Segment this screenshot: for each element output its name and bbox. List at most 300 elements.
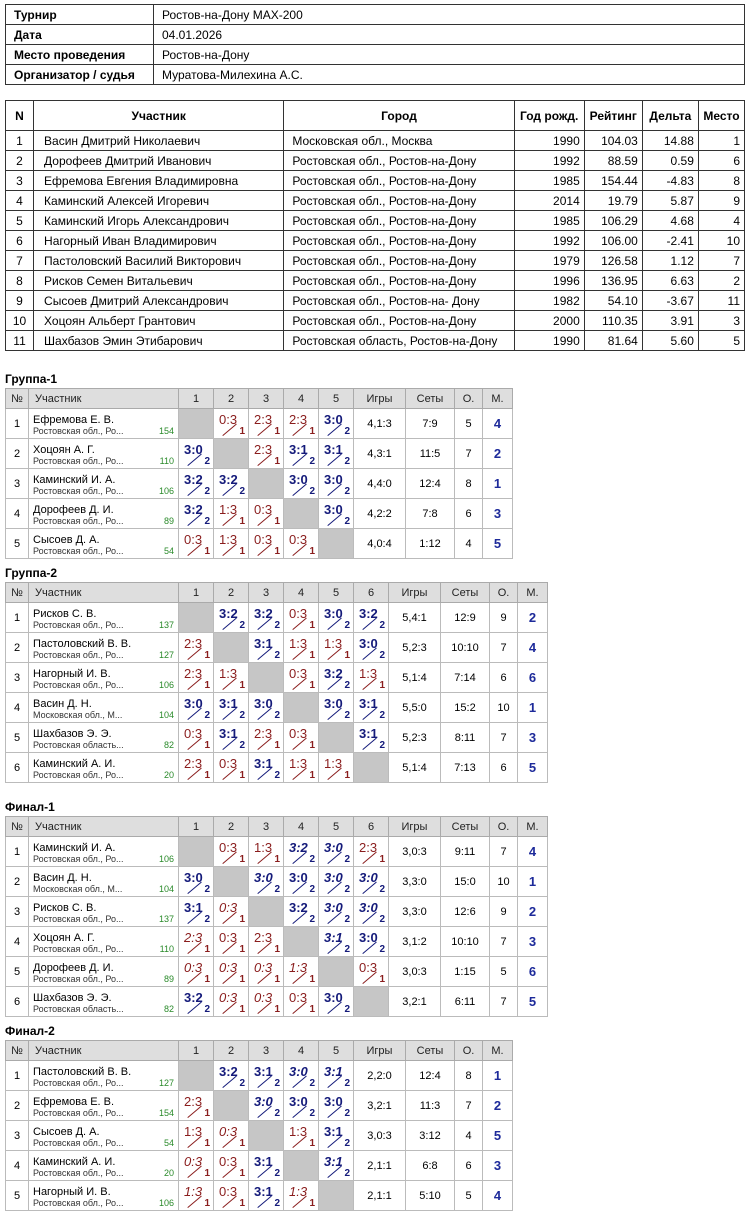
- participant-city: Ростовская обл., Ростов-на-Дону: [284, 151, 514, 171]
- participant-city: Ростовская обл., Ростов-на-Дону: [284, 311, 514, 331]
- match-points: 2: [204, 486, 210, 497]
- match-result-cell: [179, 1181, 214, 1211]
- participant-name: Васин Дмитрий Николаевич: [34, 131, 284, 151]
- match-points: 2: [309, 914, 315, 925]
- match-result-cell: [249, 603, 284, 633]
- header-opponent-1: 1: [179, 583, 214, 603]
- match-score: 3:0: [254, 1094, 273, 1109]
- group-table: [5, 388, 513, 559]
- player-points: 7: [490, 633, 518, 663]
- match-result-cell: [214, 1061, 249, 1091]
- participant-place: 10: [698, 231, 744, 251]
- info-label: Место проведения: [6, 45, 154, 65]
- match-points: 2: [344, 516, 350, 527]
- player-row: [6, 1091, 513, 1121]
- match-points: 2: [344, 1004, 350, 1015]
- participant-place: 8: [698, 171, 744, 191]
- match-points: 1: [309, 680, 315, 691]
- player-sets: 11:5: [406, 439, 455, 469]
- match-score: 0:3: [219, 900, 238, 915]
- participant-number: 1: [6, 131, 34, 151]
- player-number: 5: [6, 957, 29, 987]
- match-points: 2: [379, 620, 385, 631]
- participant-place: 1: [698, 131, 744, 151]
- match-result-cell: [319, 1151, 354, 1181]
- player-games: 3,1:2: [389, 927, 441, 957]
- match-points: 1: [239, 426, 245, 437]
- match-points: 2: [274, 884, 280, 895]
- player-points: 6: [455, 499, 483, 529]
- player-sets: 12:4: [406, 469, 455, 499]
- match-result-cell: [284, 987, 319, 1017]
- match-score: 0:3: [289, 726, 308, 741]
- match-points: 1: [274, 740, 280, 751]
- self-match-cell: [319, 723, 354, 753]
- match-score: 1:3: [184, 1124, 203, 1139]
- player-name: Шахбазов Э. Э.: [33, 991, 112, 1004]
- player-points: 10: [490, 867, 518, 897]
- match-result-cell: [284, 753, 319, 783]
- match-score: 3:0: [359, 930, 378, 945]
- player-points: 6: [455, 1151, 483, 1181]
- table-row: [6, 331, 745, 351]
- header-opponent-4: 4: [284, 389, 319, 409]
- match-points: 1: [274, 854, 280, 865]
- player-place: 4: [518, 837, 548, 867]
- player-sets: 1:12: [406, 529, 455, 559]
- match-points: 1: [309, 1004, 315, 1015]
- match-points: 2: [344, 486, 350, 497]
- info-value: Муратова-Милехина А.С.: [154, 65, 745, 85]
- participant-city: Ростовская обл., Ростов-на-Дону: [284, 171, 514, 191]
- player-points: 9: [490, 603, 518, 633]
- match-points: 1: [239, 680, 245, 691]
- info-row: [6, 45, 745, 65]
- player-cell: [29, 1151, 179, 1181]
- player-sets: 7:14: [441, 663, 490, 693]
- match-score: 3:2: [184, 502, 203, 517]
- player-rating: 154: [158, 426, 174, 436]
- self-match-cell: [319, 529, 354, 559]
- participant-delta: 6.63: [642, 271, 698, 291]
- player-rating: 110: [159, 944, 174, 954]
- match-result-cell: [249, 837, 284, 867]
- column-header: Участник: [34, 101, 284, 131]
- player-rating: 54: [163, 1138, 174, 1148]
- header-opponent-5: 5: [319, 817, 354, 837]
- match-points: 2: [204, 914, 210, 925]
- participant-delta: 4.68: [642, 211, 698, 231]
- player-points: 9: [490, 897, 518, 927]
- player-place: 6: [518, 957, 548, 987]
- match-result-cell: [179, 663, 214, 693]
- header-place: М.: [518, 583, 548, 603]
- match-result-cell: [214, 837, 249, 867]
- match-result-cell: [319, 499, 354, 529]
- match-result-cell: [319, 837, 354, 867]
- group-section: [5, 1022, 513, 1211]
- match-score: 3:2: [219, 606, 238, 621]
- group-table: [5, 582, 548, 783]
- participant-delta: 1.12: [642, 251, 698, 271]
- match-result-cell: [354, 603, 389, 633]
- player-name: Каминский И. А.: [33, 841, 116, 854]
- match-points: 2: [239, 710, 245, 721]
- player-games: 3,0:3: [389, 957, 441, 987]
- match-score: 3:1: [254, 636, 273, 651]
- participant-number: 7: [6, 251, 34, 271]
- match-points: 1: [379, 854, 385, 865]
- match-score: 2:3: [289, 412, 308, 427]
- match-score: 1:3: [289, 1124, 308, 1139]
- match-result-cell: [249, 1181, 284, 1211]
- participant-place: 5: [698, 331, 744, 351]
- player-city: Ростовская обл., Ро...: [33, 1077, 124, 1088]
- match-result-cell: [284, 633, 319, 663]
- player-points: 7: [490, 837, 518, 867]
- player-city: Ростовская обл., Ро...: [33, 425, 124, 436]
- match-score: 0:3: [184, 532, 203, 547]
- player-row: [6, 603, 548, 633]
- match-points: 1: [239, 1138, 245, 1149]
- match-result-cell: [214, 529, 249, 559]
- player-games: 4,2:2: [354, 499, 406, 529]
- player-number: 5: [6, 529, 29, 559]
- player-number: 6: [6, 987, 29, 1017]
- match-points: 2: [309, 1108, 315, 1119]
- match-points: 2: [344, 620, 350, 631]
- participant-name: Нагорный Иван Владимирович: [34, 231, 284, 251]
- player-sets: 15:2: [441, 693, 490, 723]
- header-number: №: [6, 583, 29, 603]
- self-match-cell: [214, 439, 249, 469]
- player-row: [6, 987, 548, 1017]
- player-games: 5,1:4: [389, 753, 441, 783]
- match-points: 2: [344, 426, 350, 437]
- match-result-cell: [319, 897, 354, 927]
- player-cell: [29, 603, 179, 633]
- player-number: 4: [6, 693, 29, 723]
- match-score: 1:3: [219, 666, 238, 681]
- match-score: 1:3: [219, 502, 238, 517]
- match-result-cell: [214, 663, 249, 693]
- match-result-cell: [214, 723, 249, 753]
- match-result-cell: [214, 603, 249, 633]
- match-points: 1: [274, 426, 280, 437]
- match-result-cell: [319, 1091, 354, 1121]
- participant-place: 3: [698, 311, 744, 331]
- match-result-cell: [179, 469, 214, 499]
- player-games: 5,2:3: [389, 633, 441, 663]
- player-row: [6, 1121, 513, 1151]
- match-points: 1: [239, 1168, 245, 1179]
- match-score: 0:3: [289, 666, 308, 681]
- header-player: Участник: [29, 817, 179, 837]
- match-score: 1:3: [219, 532, 238, 547]
- match-result-cell: [284, 723, 319, 753]
- player-name: Дорофеев Д. И.: [33, 961, 114, 974]
- match-result-cell: [319, 663, 354, 693]
- player-row: [6, 439, 513, 469]
- match-result-cell: [179, 927, 214, 957]
- player-place: 2: [483, 1091, 513, 1121]
- match-points: 1: [239, 974, 245, 985]
- table-row: [6, 131, 745, 151]
- match-result-cell: [249, 1151, 284, 1181]
- player-points: 6: [490, 663, 518, 693]
- match-score: 3:0: [289, 472, 308, 487]
- self-match-cell: [249, 1121, 284, 1151]
- match-points: 2: [379, 650, 385, 661]
- tournament-info-table: [5, 4, 745, 85]
- match-points: 1: [204, 546, 210, 557]
- match-result-cell: [179, 1121, 214, 1151]
- player-city: Ростовская область...: [33, 739, 124, 750]
- player-place: 1: [518, 693, 548, 723]
- match-score: 3:2: [324, 666, 343, 681]
- match-points: 1: [274, 456, 280, 467]
- player-cell: [29, 897, 179, 927]
- participant-number: 8: [6, 271, 34, 291]
- match-result-cell: [249, 753, 284, 783]
- player-city: Ростовская обл., Ро...: [33, 1197, 124, 1208]
- header-opponent-6: 6: [354, 583, 389, 603]
- match-points: 2: [344, 914, 350, 925]
- match-score: 3:2: [254, 606, 273, 621]
- match-score: 1:3: [184, 1184, 203, 1199]
- player-sets: 8:11: [441, 723, 490, 753]
- match-score: 0:3: [289, 990, 308, 1005]
- match-result-cell: [354, 693, 389, 723]
- player-number: 5: [6, 1181, 29, 1211]
- player-row: [6, 469, 513, 499]
- match-result-cell: [179, 529, 214, 559]
- match-points: 1: [204, 974, 210, 985]
- participant-delta: 5.60: [642, 331, 698, 351]
- player-cell: [29, 409, 179, 439]
- match-result-cell: [214, 469, 249, 499]
- player-rating: 127: [158, 1078, 174, 1088]
- match-points: 1: [239, 1004, 245, 1015]
- player-place: 3: [483, 1151, 513, 1181]
- match-points: 2: [379, 884, 385, 895]
- participant-birth-year: 1992: [514, 151, 584, 171]
- self-match-cell: [284, 1151, 319, 1181]
- header-games: Игры: [354, 1041, 406, 1061]
- match-points: 1: [344, 770, 350, 781]
- player-games: 2,1:1: [354, 1181, 406, 1211]
- header-player: Участник: [29, 389, 179, 409]
- match-points: 1: [239, 914, 245, 925]
- player-place: 5: [483, 529, 513, 559]
- player-city: Ростовская обл., Ро...: [33, 619, 124, 630]
- match-result-cell: [284, 439, 319, 469]
- match-score: 0:3: [219, 756, 238, 771]
- participant-rating: 136.95: [584, 271, 642, 291]
- match-score: 3:1: [219, 726, 238, 741]
- match-points: 2: [379, 710, 385, 721]
- player-row: [6, 837, 548, 867]
- group-title: Группа-2: [5, 566, 58, 580]
- match-points: 2: [204, 884, 210, 895]
- player-cell: [29, 633, 179, 663]
- match-result-cell: [179, 1151, 214, 1181]
- match-score: 3:1: [254, 1184, 273, 1199]
- match-points: 1: [344, 650, 350, 661]
- player-city: Ростовская обл., Ро...: [33, 1107, 124, 1118]
- player-number: 2: [6, 867, 29, 897]
- match-result-cell: [284, 867, 319, 897]
- match-result-cell: [214, 897, 249, 927]
- participant-number: 10: [6, 311, 34, 331]
- match-points: 1: [309, 770, 315, 781]
- match-score: 0:3: [219, 1154, 238, 1169]
- participant-city: Ростовская обл., Ростов-на-Дону: [284, 251, 514, 271]
- participant-name: Каминский Игорь Александрович: [34, 211, 284, 231]
- match-points: 1: [379, 974, 385, 985]
- info-value: Ростов-на-Дону MAX-200: [154, 5, 745, 25]
- player-row: [6, 663, 548, 693]
- player-sets: 12:9: [441, 603, 490, 633]
- match-points: 2: [204, 516, 210, 527]
- player-place: 3: [518, 927, 548, 957]
- player-name: Каминский А. И.: [33, 1155, 116, 1168]
- header-opponent-2: 2: [214, 1041, 249, 1061]
- match-points: 1: [204, 944, 210, 955]
- match-result-cell: [354, 927, 389, 957]
- player-number: 4: [6, 499, 29, 529]
- player-cell: [29, 499, 179, 529]
- participant-birth-year: 1979: [514, 251, 584, 271]
- match-points: 2: [344, 1108, 350, 1119]
- match-result-cell: [179, 499, 214, 529]
- self-match-cell: [319, 1181, 354, 1211]
- group-title: Финал-2: [5, 1024, 55, 1038]
- match-score: 3:1: [324, 1124, 343, 1139]
- participant-rating: 110.35: [584, 311, 642, 331]
- participant-name: Шахбазов Эмин Этибарович: [34, 331, 284, 351]
- match-score: 3:1: [184, 900, 203, 915]
- player-sets: 7:13: [441, 753, 490, 783]
- player-name: Каминский А. И.: [33, 757, 116, 770]
- header-opponent-4: 4: [284, 817, 319, 837]
- participant-city: Ростовская обл., Ростов-на-Дону: [284, 211, 514, 231]
- match-score: 2:3: [254, 442, 273, 457]
- match-points: 1: [204, 1168, 210, 1179]
- player-number: 3: [6, 663, 29, 693]
- participant-place: 4: [698, 211, 744, 231]
- player-city: Ростовская обл., Ро...: [33, 485, 124, 496]
- header-opponent-4: 4: [284, 583, 319, 603]
- player-number: 1: [6, 837, 29, 867]
- match-score: 3:0: [324, 502, 343, 517]
- match-points: 1: [204, 1138, 210, 1149]
- participant-birth-year: 1996: [514, 271, 584, 291]
- player-cell: [29, 987, 179, 1017]
- participant-name: Ефремова Евгения Владимировна: [34, 171, 284, 191]
- participant-place: 11: [698, 291, 744, 311]
- player-points: 5: [490, 957, 518, 987]
- match-score: 3:1: [289, 442, 308, 457]
- player-sets: 6:8: [406, 1151, 455, 1181]
- player-sets: 7:8: [406, 499, 455, 529]
- self-match-cell: [354, 753, 389, 783]
- player-points: 8: [455, 1061, 483, 1091]
- match-score: 0:3: [184, 1154, 203, 1169]
- player-name: Васин Д. Н.: [33, 697, 92, 710]
- self-match-cell: [249, 897, 284, 927]
- participant-city: Ростовская обл., Ростов-на-Дону: [284, 271, 514, 291]
- participant-delta: 5.87: [642, 191, 698, 211]
- player-sets: 11:3: [406, 1091, 455, 1121]
- player-games: 5,2:3: [389, 723, 441, 753]
- match-result-cell: [179, 867, 214, 897]
- participant-name: Сысоев Дмитрий Александрович: [34, 291, 284, 311]
- match-score: 1:3: [359, 666, 378, 681]
- header-row: [6, 1041, 513, 1061]
- player-city: Ростовская обл., Ро...: [33, 649, 124, 660]
- participant-delta: 14.88: [642, 131, 698, 151]
- match-result-cell: [179, 693, 214, 723]
- table-row: [6, 291, 745, 311]
- match-result-cell: [179, 987, 214, 1017]
- table-row: [6, 171, 745, 191]
- player-cell: [29, 693, 179, 723]
- header-opponent-3: 3: [249, 1041, 284, 1061]
- participant-birth-year: 2000: [514, 311, 584, 331]
- match-result-cell: [319, 633, 354, 663]
- match-score: 3:1: [324, 1064, 343, 1079]
- participant-city: Ростовская область, Ростов-на-Дону: [284, 331, 514, 351]
- player-number: 1: [6, 603, 29, 633]
- match-score: 3:0: [184, 696, 203, 711]
- column-header: Дельта: [642, 101, 698, 131]
- player-row: [6, 723, 548, 753]
- match-result-cell: [354, 663, 389, 693]
- match-score: 3:0: [359, 900, 378, 915]
- match-points: 2: [239, 1078, 245, 1089]
- header-row: [6, 583, 548, 603]
- player-number: 3: [6, 469, 29, 499]
- match-result-cell: [179, 957, 214, 987]
- player-name: Шахбазов Э. Э.: [33, 727, 112, 740]
- player-points: 10: [490, 693, 518, 723]
- player-number: 6: [6, 753, 29, 783]
- participant-number: 9: [6, 291, 34, 311]
- participant-rating: 106.00: [584, 231, 642, 251]
- header-opponent-5: 5: [319, 389, 354, 409]
- player-number: 2: [6, 633, 29, 663]
- group-section: [5, 370, 513, 559]
- player-games: 4,1:3: [354, 409, 406, 439]
- player-city: Ростовская обл., Ро...: [33, 1167, 124, 1178]
- player-cell: [29, 867, 179, 897]
- match-points: 1: [204, 650, 210, 661]
- player-rating: 137: [158, 620, 174, 630]
- match-points: 2: [379, 914, 385, 925]
- player-games: 3,3:0: [389, 897, 441, 927]
- player-row: [6, 409, 513, 439]
- match-points: 2: [309, 456, 315, 467]
- self-match-cell: [179, 409, 214, 439]
- match-score: 2:3: [184, 1094, 203, 1109]
- player-games: 5,5:0: [389, 693, 441, 723]
- player-city: Ростовская обл., Ро...: [33, 913, 124, 924]
- self-match-cell: [249, 469, 284, 499]
- match-result-cell: [354, 633, 389, 663]
- player-row: [6, 1061, 513, 1091]
- player-name: Сысоев Д. А.: [33, 533, 100, 546]
